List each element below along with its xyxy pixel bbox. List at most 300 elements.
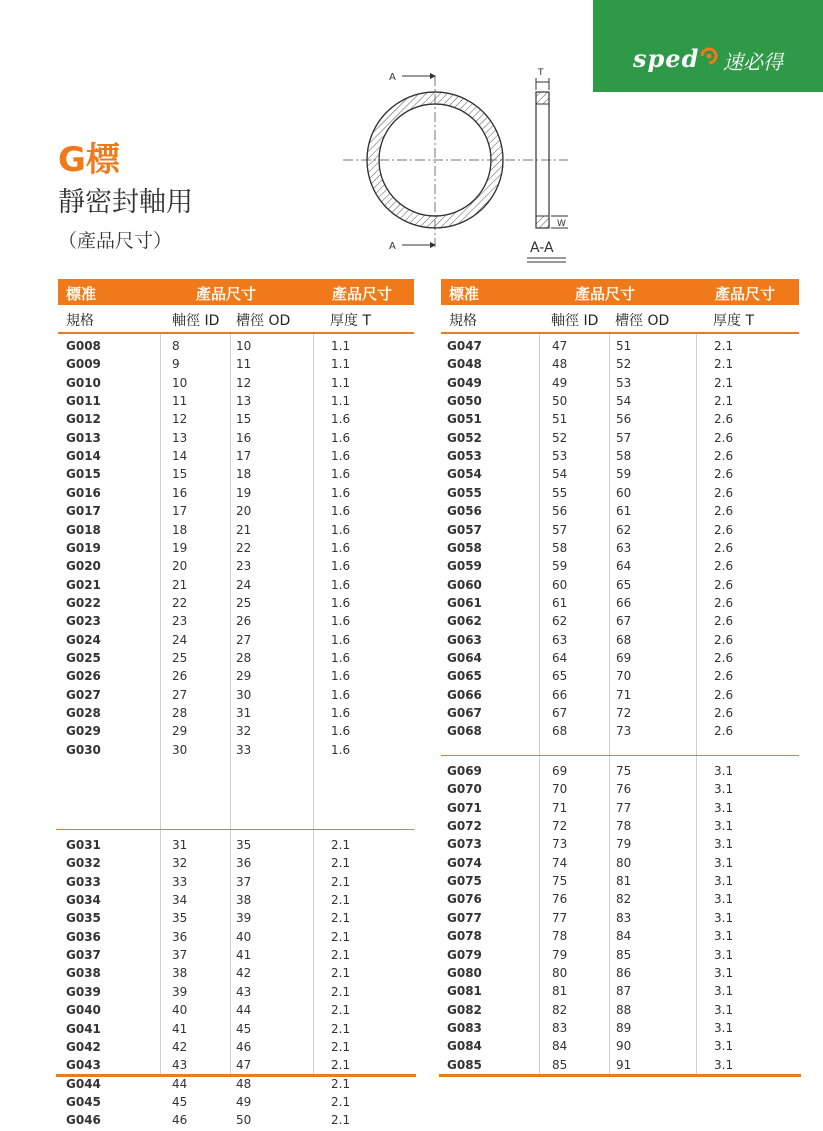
cell-thickness: 2.1 bbox=[331, 1003, 351, 1018]
header-product-size-thickness: 產品尺寸 bbox=[332, 285, 393, 303]
cell-groove-od: 11 bbox=[236, 357, 252, 372]
cell-shaft-id: 66 bbox=[552, 687, 568, 702]
cell-shaft-id: 47 bbox=[552, 339, 568, 353]
cell-thickness: 1.6 bbox=[331, 742, 351, 757]
cell-spec: G026 bbox=[66, 669, 101, 684]
cell-spec: G015 bbox=[66, 467, 101, 482]
cell-groove-od: 28 bbox=[236, 650, 252, 665]
cell-shaft-id: 34 bbox=[172, 893, 188, 908]
table-row bbox=[441, 376, 799, 394]
cell-thickness: 1.1 bbox=[331, 357, 351, 372]
table-row bbox=[58, 948, 414, 966]
cell-thickness: 3.1 bbox=[714, 984, 734, 999]
cell-thickness: 1.1 bbox=[331, 339, 351, 353]
cell-shaft-id: 73 bbox=[552, 837, 568, 852]
cell-spec: G038 bbox=[66, 966, 101, 981]
cell-groove-od: 45 bbox=[236, 1021, 252, 1036]
size-table-right bbox=[441, 279, 799, 1077]
table-row bbox=[58, 911, 414, 929]
cell-spec: G040 bbox=[66, 1003, 101, 1018]
cell-thickness: 3.1 bbox=[714, 837, 734, 852]
cell-groove-od: 83 bbox=[616, 910, 632, 925]
cell-spec: G018 bbox=[66, 522, 101, 537]
cell-groove-od: 67 bbox=[616, 614, 632, 629]
group-separator bbox=[441, 755, 799, 756]
cell-thickness: 1.6 bbox=[331, 577, 351, 592]
table-row bbox=[441, 633, 799, 651]
cell-groove-od: 40 bbox=[236, 929, 252, 944]
table-row bbox=[441, 651, 799, 669]
cell-shaft-id: 23 bbox=[172, 614, 188, 629]
table-row bbox=[441, 357, 799, 375]
table-row bbox=[441, 874, 799, 892]
table-row bbox=[441, 782, 799, 800]
cell-groove-od: 42 bbox=[236, 966, 252, 981]
cell-groove-od: 71 bbox=[616, 687, 632, 702]
cell-groove-od: 63 bbox=[616, 540, 632, 555]
table-row bbox=[441, 801, 799, 819]
cell-shaft-id: 26 bbox=[172, 669, 188, 684]
cell-thickness: 2.6 bbox=[714, 540, 734, 555]
table-row bbox=[441, 764, 799, 782]
cell-groove-od: 32 bbox=[236, 724, 252, 739]
cell-thickness: 1.6 bbox=[331, 706, 351, 720]
cell-spec: G042 bbox=[66, 1039, 101, 1054]
cell-shaft-id: 57 bbox=[552, 522, 568, 537]
table-row bbox=[441, 431, 799, 449]
cell-shaft-id: 8 bbox=[172, 339, 180, 353]
cell-spec: G076 bbox=[447, 892, 482, 907]
table-row bbox=[441, 614, 799, 632]
page-subtitle: 靜密封軸用 bbox=[58, 187, 193, 218]
cell-thickness: 2.6 bbox=[714, 485, 734, 500]
cell-thickness: 2.1 bbox=[331, 1076, 351, 1091]
cell-thickness: 2.1 bbox=[331, 1021, 351, 1036]
cell-groove-od: 48 bbox=[236, 1076, 252, 1091]
label-w: W bbox=[557, 219, 566, 229]
cell-shaft-id: 29 bbox=[172, 724, 188, 739]
table-row bbox=[58, 930, 414, 948]
cell-thickness: 1.6 bbox=[331, 669, 351, 684]
table-row bbox=[58, 467, 414, 485]
table-row bbox=[441, 856, 799, 874]
cell-groove-od: 44 bbox=[236, 1003, 252, 1018]
cell-thickness: 2.6 bbox=[714, 504, 734, 519]
table-row bbox=[58, 486, 414, 504]
cell-shaft-id: 76 bbox=[552, 892, 568, 907]
cell-shaft-id: 80 bbox=[552, 965, 568, 980]
cell-groove-od: 80 bbox=[616, 855, 632, 870]
table-row bbox=[58, 1095, 414, 1113]
cell-shaft-id: 82 bbox=[552, 1002, 568, 1017]
table-body bbox=[58, 334, 414, 1128]
table-row bbox=[441, 504, 799, 522]
cell-spec: G016 bbox=[66, 485, 101, 500]
cell-thickness: 2.1 bbox=[714, 339, 734, 353]
cell-thickness: 3.1 bbox=[714, 910, 734, 925]
cell-groove-od: 31 bbox=[236, 706, 252, 720]
table-row bbox=[58, 1058, 414, 1076]
cell-shaft-id: 71 bbox=[552, 800, 568, 815]
cell-spec: G072 bbox=[447, 819, 482, 834]
table-row bbox=[441, 1039, 799, 1057]
cell-thickness: 2.6 bbox=[714, 430, 734, 445]
cell-shaft-id: 17 bbox=[172, 504, 188, 519]
cell-thickness: 3.1 bbox=[714, 1057, 734, 1072]
cell-spec: G027 bbox=[66, 687, 101, 702]
table-row bbox=[58, 541, 414, 559]
cell-spec: G084 bbox=[447, 1039, 482, 1054]
cell-spec: G035 bbox=[66, 911, 101, 926]
cell-shaft-id: 35 bbox=[172, 911, 188, 926]
cell-spec: G078 bbox=[447, 929, 482, 944]
cell-shaft-id: 10 bbox=[172, 375, 188, 390]
table-row bbox=[58, 412, 414, 430]
cell-groove-od: 12 bbox=[236, 375, 252, 390]
cell-thickness: 2.6 bbox=[714, 522, 734, 537]
cell-shaft-id: 58 bbox=[552, 540, 568, 555]
cell-thickness: 1.6 bbox=[331, 449, 351, 464]
cell-thickness: 1.1 bbox=[331, 375, 351, 390]
cell-thickness: 3.1 bbox=[714, 874, 734, 889]
cell-spec: G033 bbox=[66, 874, 101, 889]
cell-groove-od: 58 bbox=[616, 449, 632, 464]
brand-logo-text: sped bbox=[633, 44, 700, 73]
table-row bbox=[58, 724, 414, 742]
cell-spec: G063 bbox=[447, 632, 482, 647]
table-row bbox=[441, 892, 799, 910]
cell-shaft-id: 45 bbox=[172, 1094, 188, 1109]
header-spec: 規格 bbox=[449, 313, 477, 329]
oring-drawing bbox=[330, 62, 590, 272]
cell-thickness: 1.6 bbox=[331, 559, 351, 574]
cell-groove-od: 89 bbox=[616, 1020, 632, 1035]
cell-thickness: 1.6 bbox=[331, 430, 351, 445]
table-row bbox=[441, 929, 799, 947]
table-row bbox=[441, 966, 799, 984]
cell-shaft-id: 31 bbox=[172, 838, 188, 852]
cell-shaft-id: 18 bbox=[172, 522, 188, 537]
table-row bbox=[441, 486, 799, 504]
cell-spec: G014 bbox=[66, 449, 101, 464]
cell-shaft-id: 65 bbox=[552, 669, 568, 684]
header-shaft-id: 軸徑 ID bbox=[172, 313, 220, 329]
cell-groove-od: 19 bbox=[236, 485, 252, 500]
cell-groove-od: 36 bbox=[236, 856, 252, 871]
cell-shaft-id: 14 bbox=[172, 449, 188, 464]
cell-thickness: 3.1 bbox=[714, 965, 734, 980]
table-row bbox=[58, 706, 414, 724]
cell-spec: G046 bbox=[66, 1113, 101, 1128]
cell-thickness: 1.6 bbox=[331, 485, 351, 500]
cell-shaft-id: 85 bbox=[552, 1057, 568, 1072]
table-row bbox=[441, 984, 799, 1002]
cell-thickness: 2.6 bbox=[714, 577, 734, 592]
section-label: A-A bbox=[530, 240, 554, 256]
cell-spec: G008 bbox=[66, 339, 101, 353]
cell-groove-od: 66 bbox=[616, 595, 632, 610]
header-spec: 規格 bbox=[66, 313, 94, 329]
cell-spec: G049 bbox=[447, 375, 482, 390]
cell-shaft-id: 68 bbox=[552, 724, 568, 739]
table-row bbox=[441, 724, 799, 742]
cell-shaft-id: 61 bbox=[552, 595, 568, 610]
cell-spec: G025 bbox=[66, 650, 101, 665]
cell-spec: G077 bbox=[447, 910, 482, 925]
cell-shaft-id: 19 bbox=[172, 540, 188, 555]
cell-groove-od: 20 bbox=[236, 504, 252, 519]
cell-shaft-id: 43 bbox=[172, 1058, 188, 1073]
cell-spec: G020 bbox=[66, 559, 101, 574]
cell-spec: G044 bbox=[66, 1076, 101, 1091]
cell-groove-od: 52 bbox=[616, 357, 632, 372]
cell-thickness: 2.1 bbox=[331, 966, 351, 981]
cell-groove-od: 78 bbox=[616, 819, 632, 834]
cell-shaft-id: 79 bbox=[552, 947, 568, 962]
cell-spec: G043 bbox=[66, 1058, 101, 1073]
cell-spec: G062 bbox=[447, 614, 482, 629]
cell-thickness: 1.6 bbox=[331, 467, 351, 482]
cell-shaft-id: 38 bbox=[172, 966, 188, 981]
table-row bbox=[441, 819, 799, 837]
cell-shaft-id: 46 bbox=[172, 1113, 188, 1128]
cell-shaft-id: 63 bbox=[552, 632, 568, 647]
cell-spec: G069 bbox=[447, 764, 482, 778]
cell-spec: G031 bbox=[66, 838, 101, 852]
cell-spec: G034 bbox=[66, 893, 101, 908]
cell-groove-od: 70 bbox=[616, 669, 632, 684]
cell-thickness: 2.6 bbox=[714, 669, 734, 684]
cell-spec: G082 bbox=[447, 1002, 482, 1017]
table-row bbox=[58, 339, 414, 357]
cell-shaft-id: 51 bbox=[552, 412, 568, 427]
cell-spec: G011 bbox=[66, 394, 101, 409]
cell-shaft-id: 49 bbox=[552, 375, 568, 390]
cell-spec: G065 bbox=[447, 669, 482, 684]
cell-thickness: 2.1 bbox=[714, 394, 734, 409]
table-row bbox=[58, 669, 414, 687]
cell-shaft-id: 72 bbox=[552, 819, 568, 834]
cell-spec: G012 bbox=[66, 412, 101, 427]
table-row bbox=[58, 578, 414, 596]
table-header-top bbox=[441, 279, 799, 305]
cell-thickness: 2.6 bbox=[714, 706, 734, 720]
cell-thickness: 2.6 bbox=[714, 650, 734, 665]
header-product-size: 產品尺寸 bbox=[575, 285, 636, 303]
cell-thickness: 1.6 bbox=[331, 687, 351, 702]
size-table-left bbox=[58, 279, 414, 1128]
cell-thickness: 2.1 bbox=[714, 357, 734, 372]
table-row bbox=[441, 559, 799, 577]
cell-spec: G032 bbox=[66, 856, 101, 871]
cell-shaft-id: 27 bbox=[172, 687, 188, 702]
cell-thickness: 3.1 bbox=[714, 1020, 734, 1035]
table-header-top bbox=[58, 279, 414, 305]
cell-groove-od: 76 bbox=[616, 782, 632, 797]
cell-groove-od: 61 bbox=[616, 504, 632, 519]
cell-groove-od: 22 bbox=[236, 540, 252, 555]
cell-thickness: 2.1 bbox=[714, 375, 734, 390]
label-a-bottom: A bbox=[389, 241, 396, 252]
table-row bbox=[58, 559, 414, 577]
cell-shaft-id: 75 bbox=[552, 874, 568, 889]
cell-groove-od: 51 bbox=[616, 339, 632, 353]
table-row bbox=[58, 966, 414, 984]
cell-groove-od: 46 bbox=[236, 1039, 252, 1054]
cell-groove-od: 79 bbox=[616, 837, 632, 852]
cell-spec: G061 bbox=[447, 595, 482, 610]
table-row bbox=[58, 893, 414, 911]
cell-spec: G041 bbox=[66, 1021, 101, 1036]
cell-spec: G064 bbox=[447, 650, 482, 665]
cell-thickness: 2.1 bbox=[331, 948, 351, 963]
cell-spec: G056 bbox=[447, 504, 482, 519]
cell-shaft-id: 40 bbox=[172, 1003, 188, 1018]
cell-thickness: 1.6 bbox=[331, 614, 351, 629]
cell-thickness: 1.6 bbox=[331, 650, 351, 665]
table-row bbox=[58, 376, 414, 394]
table-row bbox=[441, 1058, 799, 1076]
label-t: T bbox=[538, 68, 544, 78]
cell-spec: G029 bbox=[66, 724, 101, 739]
cell-spec: G079 bbox=[447, 947, 482, 962]
table-row bbox=[58, 633, 414, 651]
cell-thickness: 2.6 bbox=[714, 687, 734, 702]
cell-groove-od: 15 bbox=[236, 412, 252, 427]
cell-spec: G022 bbox=[66, 595, 101, 610]
brand-chinese-name: 速必得 bbox=[723, 50, 783, 74]
cell-shaft-id: 77 bbox=[552, 910, 568, 925]
cell-thickness: 2.6 bbox=[714, 632, 734, 647]
cell-thickness: 2.1 bbox=[331, 911, 351, 926]
table-body bbox=[441, 334, 799, 1077]
cell-groove-od: 86 bbox=[616, 965, 632, 980]
cell-groove-od: 84 bbox=[616, 929, 632, 944]
cell-groove-od: 75 bbox=[616, 764, 632, 778]
cell-groove-od: 49 bbox=[236, 1094, 252, 1109]
cell-thickness: 2.1 bbox=[331, 929, 351, 944]
cell-spec: G083 bbox=[447, 1020, 482, 1035]
brand-banner bbox=[593, 0, 823, 92]
cell-spec: G036 bbox=[66, 929, 101, 944]
table-row bbox=[58, 856, 414, 874]
cell-shaft-id: 41 bbox=[172, 1021, 188, 1036]
cell-spec: G048 bbox=[447, 357, 482, 372]
cell-shaft-id: 64 bbox=[552, 650, 568, 665]
cell-thickness: 3.1 bbox=[714, 782, 734, 797]
cell-spec: G028 bbox=[66, 706, 101, 720]
header-shaft-id: 軸徑 ID bbox=[551, 313, 599, 329]
cell-shaft-id: 50 bbox=[552, 394, 568, 409]
cell-shaft-id: 32 bbox=[172, 856, 188, 871]
table-row bbox=[58, 743, 414, 761]
cell-groove-od: 38 bbox=[236, 893, 252, 908]
cell-thickness: 3.1 bbox=[714, 929, 734, 944]
cell-thickness: 1.6 bbox=[331, 412, 351, 427]
cell-groove-od: 43 bbox=[236, 984, 252, 999]
cell-groove-od: 54 bbox=[616, 394, 632, 409]
cell-thickness: 2.1 bbox=[331, 838, 351, 852]
cell-shaft-id: 21 bbox=[172, 577, 188, 592]
cell-shaft-id: 39 bbox=[172, 984, 188, 999]
cell-shaft-id: 13 bbox=[172, 430, 188, 445]
cell-groove-od: 68 bbox=[616, 632, 632, 647]
cell-groove-od: 41 bbox=[236, 948, 252, 963]
cell-spec: G071 bbox=[447, 800, 482, 815]
cell-spec: G085 bbox=[447, 1057, 482, 1072]
cell-thickness: 2.6 bbox=[714, 559, 734, 574]
cell-spec: G075 bbox=[447, 874, 482, 889]
cell-spec: G059 bbox=[447, 559, 482, 574]
table-row bbox=[441, 339, 799, 357]
cell-thickness: 1.6 bbox=[331, 504, 351, 519]
cell-groove-od: 91 bbox=[616, 1057, 632, 1072]
cell-thickness: 2.1 bbox=[331, 984, 351, 999]
cell-thickness: 2.6 bbox=[714, 412, 734, 427]
table-row bbox=[58, 1022, 414, 1040]
table-row bbox=[58, 1113, 414, 1131]
header-product-size: 產品尺寸 bbox=[196, 285, 257, 303]
table-row bbox=[441, 911, 799, 929]
cell-groove-od: 81 bbox=[616, 874, 632, 889]
table-row bbox=[441, 1003, 799, 1021]
table-row bbox=[58, 449, 414, 467]
cell-spec: G074 bbox=[447, 855, 482, 870]
cell-shaft-id: 84 bbox=[552, 1039, 568, 1054]
cell-groove-od: 23 bbox=[236, 559, 252, 574]
cell-shaft-id: 30 bbox=[172, 742, 188, 757]
header-standard: 標准 bbox=[66, 285, 97, 303]
cell-shaft-id: 28 bbox=[172, 706, 188, 720]
cell-shaft-id: 62 bbox=[552, 614, 568, 629]
cell-shaft-id: 15 bbox=[172, 467, 188, 482]
cell-spec: G060 bbox=[447, 577, 482, 592]
cell-thickness: 3.1 bbox=[714, 1002, 734, 1017]
cell-thickness: 1.6 bbox=[331, 522, 351, 537]
cell-thickness: 1.6 bbox=[331, 595, 351, 610]
cell-thickness: 3.1 bbox=[714, 819, 734, 834]
cell-shaft-id: 9 bbox=[172, 357, 180, 372]
cell-groove-od: 73 bbox=[616, 724, 632, 739]
table-row bbox=[58, 838, 414, 856]
cell-groove-od: 65 bbox=[616, 577, 632, 592]
table-row bbox=[441, 669, 799, 687]
cell-thickness: 2.6 bbox=[714, 449, 734, 464]
header-groove-od: 槽徑 OD bbox=[236, 313, 291, 329]
table-row bbox=[441, 1021, 799, 1039]
cell-groove-od: 25 bbox=[236, 595, 252, 610]
table-row bbox=[58, 614, 414, 632]
cell-groove-od: 10 bbox=[236, 339, 252, 353]
header-product-size-thickness: 產品尺寸 bbox=[715, 285, 776, 303]
cell-shaft-id: 11 bbox=[172, 394, 188, 409]
cell-spec: G070 bbox=[447, 782, 482, 797]
cell-spec: G050 bbox=[447, 394, 482, 409]
table-row bbox=[441, 578, 799, 596]
cell-groove-od: 33 bbox=[236, 742, 252, 757]
cell-shaft-id: 69 bbox=[552, 764, 568, 778]
cell-groove-od: 59 bbox=[616, 467, 632, 482]
cell-shaft-id: 33 bbox=[172, 874, 188, 889]
cell-groove-od: 24 bbox=[236, 577, 252, 592]
cell-spec: G019 bbox=[66, 540, 101, 555]
cell-shaft-id: 55 bbox=[552, 485, 568, 500]
cell-thickness: 3.1 bbox=[714, 800, 734, 815]
cell-shaft-id: 44 bbox=[172, 1076, 188, 1091]
table-row bbox=[441, 596, 799, 614]
table-row bbox=[58, 394, 414, 412]
table-row bbox=[441, 948, 799, 966]
